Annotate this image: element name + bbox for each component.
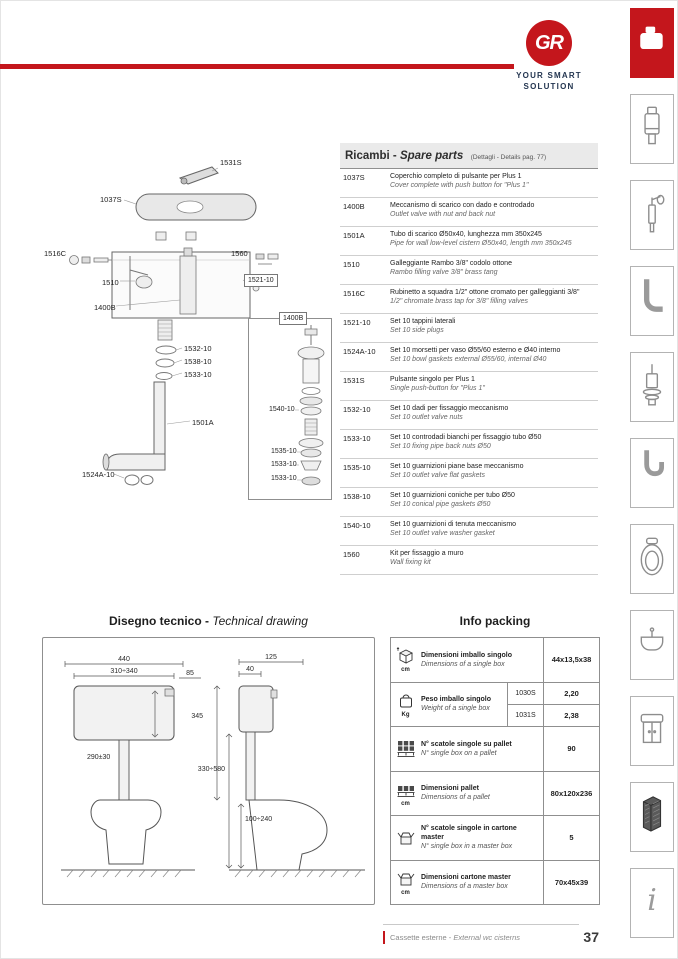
spare-parts-panel bbox=[340, 143, 598, 575]
packing-subrow bbox=[507, 705, 599, 726]
label-english: Dimensions of a pallet bbox=[421, 794, 490, 802]
packing-value: 44x13,5x38 bbox=[543, 638, 599, 682]
packing-subtable bbox=[507, 683, 599, 727]
pallet-boxes-icon bbox=[391, 727, 418, 771]
flush-valve-icon bbox=[637, 103, 667, 155]
spare-part-row bbox=[340, 285, 598, 314]
spare-part-row bbox=[340, 546, 598, 575]
unit-label: cm bbox=[401, 800, 410, 807]
spare-parts-title-en: Spare parts bbox=[399, 150, 464, 162]
description-english: Set 10 fixing pipe back nuts Ø50 bbox=[390, 443, 491, 451]
packing-value: 90 bbox=[543, 727, 599, 771]
part-label: 1524A-10 bbox=[82, 470, 115, 479]
outlet-valve-icon bbox=[637, 361, 667, 413]
packing-label bbox=[418, 638, 543, 682]
description-italian: Meccanismo di scarico con dado e controdado bbox=[390, 202, 535, 209]
packing-row bbox=[391, 727, 599, 772]
part-label: 1510 bbox=[102, 278, 119, 287]
spare-part-description bbox=[390, 520, 598, 539]
packing-value: 80x120x236 bbox=[543, 772, 599, 816]
part-label: 1531S bbox=[220, 158, 242, 167]
spare-part-code: 1516C bbox=[343, 289, 366, 298]
part-label: 1532-10 bbox=[184, 344, 212, 353]
sidebar-item-siphon[interactable] bbox=[630, 438, 674, 508]
label-italian: N° scatole singole su pallet bbox=[421, 740, 512, 748]
info-packing-table bbox=[390, 637, 600, 905]
description-english: Single push-button for "Plus 1" bbox=[390, 385, 485, 393]
sidebar-item-outlet-valve[interactable] bbox=[630, 352, 674, 422]
spare-part-row bbox=[340, 488, 598, 517]
description-italian: Set 10 controdadi bianchi per fissaggio tubo Ø50 bbox=[390, 434, 542, 441]
label-italian: Dimensioni cartone master bbox=[421, 874, 511, 882]
pallet-cm-icon bbox=[391, 772, 418, 816]
part-label: 1533-10 bbox=[271, 475, 297, 482]
description-english: Set 10 outlet valve nuts bbox=[390, 414, 463, 422]
description-english: Set 10 outlet valve washer gasket bbox=[390, 530, 495, 538]
weight-kg-icon bbox=[391, 683, 418, 727]
spare-part-row bbox=[340, 430, 598, 459]
spare-part-code: 1540-10 bbox=[343, 521, 371, 530]
master-box-icon bbox=[391, 816, 418, 860]
spare-part-code: 1531S bbox=[343, 376, 365, 385]
spare-part-code: 1538-10 bbox=[343, 492, 371, 501]
part-label: 1501A bbox=[192, 418, 214, 427]
packing-row bbox=[391, 683, 599, 728]
packing-value: 2,38 bbox=[543, 705, 599, 726]
spare-part-row bbox=[340, 314, 598, 343]
label-italian: N° scatole singole in cartone master bbox=[421, 825, 517, 842]
spare-part-description bbox=[390, 259, 598, 278]
description-italian: Set 10 tappini laterali bbox=[390, 318, 456, 325]
label-italian: Peso imballo singolo bbox=[421, 696, 492, 704]
registered-mark: ® bbox=[569, 22, 574, 29]
spare-part-description bbox=[390, 172, 598, 191]
spare-part-code: 1400B bbox=[343, 202, 365, 211]
packing-value: 5 bbox=[543, 816, 599, 860]
spare-parts-title bbox=[345, 150, 463, 162]
svg-text:125: 125 bbox=[265, 654, 277, 661]
description-italian: Set 10 guarnizioni piane base meccanismo bbox=[390, 463, 524, 470]
model-code: 1031S bbox=[507, 705, 543, 726]
packing-label bbox=[418, 772, 543, 816]
spare-part-code: 1501A bbox=[343, 231, 365, 240]
spare-part-description bbox=[390, 288, 598, 307]
technical-drawing-title-en: Technical drawing bbox=[212, 614, 308, 628]
description-english: Set 10 conical pipe gaskets Ø50 bbox=[390, 501, 491, 509]
svg-text:290±30: 290±30 bbox=[87, 754, 111, 761]
spare-part-row bbox=[340, 227, 598, 256]
part-label: 1535-10 bbox=[271, 448, 297, 455]
sidebar-item-bathroom-cabinet[interactable] bbox=[630, 696, 674, 766]
unit-label: Kg bbox=[401, 711, 410, 718]
description-italian: Pulsante singolo per Plus 1 bbox=[390, 376, 475, 383]
spare-part-row bbox=[340, 343, 598, 372]
filling-valve-icon bbox=[637, 189, 667, 241]
part-label: 1540-10 bbox=[269, 406, 295, 413]
waste-container-icon bbox=[637, 791, 667, 843]
spare-part-description bbox=[390, 346, 598, 365]
sidebar-item-cistern[interactable] bbox=[630, 8, 674, 78]
exploded-diagram bbox=[40, 148, 336, 522]
spare-part-code: 1533-10 bbox=[343, 434, 371, 443]
spare-part-row bbox=[340, 459, 598, 488]
spare-part-description bbox=[390, 404, 598, 423]
description-italian: Kit per fissaggio a muro bbox=[390, 550, 464, 557]
sidebar-item-toilet-seat[interactable] bbox=[630, 524, 674, 594]
part-label: 1538-10 bbox=[184, 357, 212, 366]
sidebar-item-waste-container[interactable] bbox=[630, 782, 674, 852]
label-english: Weight of a single box bbox=[421, 705, 490, 713]
info-icon bbox=[637, 877, 667, 929]
label-italian: Dimensioni pallet bbox=[421, 785, 479, 793]
category-sidebar bbox=[625, 0, 678, 959]
svg-text:40: 40 bbox=[246, 666, 254, 673]
spare-part-row bbox=[340, 198, 598, 227]
single-box-cm-icon bbox=[391, 638, 418, 682]
spare-part-description bbox=[390, 230, 598, 249]
label-english: Dimensions of a master box bbox=[421, 883, 508, 891]
description-english: Wall fixing kit bbox=[390, 559, 431, 567]
spare-part-code: 1560 bbox=[343, 550, 360, 559]
unit-label: cm bbox=[401, 667, 410, 674]
label-english: Dimensions of a single box bbox=[421, 660, 505, 668]
description-english: Cover complete with push button for "Plus 1" bbox=[390, 182, 529, 190]
svg-text:100÷240: 100÷240 bbox=[245, 816, 273, 823]
spare-part-code: 1532-10 bbox=[343, 405, 371, 414]
packing-row bbox=[391, 861, 599, 905]
packing-value: 2,20 bbox=[543, 683, 599, 704]
valve-detail-inset bbox=[248, 315, 332, 500]
siphon-icon bbox=[637, 447, 667, 499]
brand-tagline bbox=[506, 71, 592, 93]
brand-logo-text: GR bbox=[535, 31, 563, 54]
technical-drawing-title-it: Disegno tecnico - bbox=[109, 614, 213, 628]
description-italian: Set 10 guarnizioni coniche per tubo Ø50 bbox=[390, 492, 515, 499]
brand-logo bbox=[506, 20, 592, 93]
svg-text:440: 440 bbox=[118, 656, 130, 663]
spare-parts-rows bbox=[340, 169, 598, 575]
spare-part-row bbox=[340, 372, 598, 401]
description-english: Pipe for wall low-level cistern Ø50x40, length mm 350x245 bbox=[390, 240, 572, 248]
spare-part-row bbox=[340, 169, 598, 198]
spare-part-description bbox=[390, 375, 598, 394]
sidebar-item-filling-valve[interactable] bbox=[630, 180, 674, 250]
unit-label: cm bbox=[401, 889, 410, 896]
spare-part-code: 1535-10 bbox=[343, 463, 371, 472]
footer-text-en: External wc cisterns bbox=[453, 932, 521, 942]
part-label: 1400B bbox=[94, 303, 116, 312]
packing-row bbox=[391, 772, 599, 817]
packing-label bbox=[418, 683, 507, 727]
description-italian: Coperchio completo di pulsante per Plus 1 bbox=[390, 173, 522, 180]
description-english: Set 10 side plugs bbox=[390, 327, 444, 335]
brand-tagline-line2: SOLUTION bbox=[523, 81, 575, 91]
part-label: 1521-10 bbox=[244, 274, 278, 287]
part-label: 1516C bbox=[44, 249, 67, 258]
description-english: Outlet valve with nut and back nut bbox=[390, 211, 496, 219]
description-italian: Set 10 dadi per fissaggio meccanismo bbox=[390, 405, 509, 412]
info-packing-title: Info packing bbox=[459, 614, 531, 628]
spare-part-description bbox=[390, 549, 598, 568]
brand-logo-circle bbox=[526, 20, 572, 66]
part-label: 1037S bbox=[100, 195, 122, 204]
spare-part-code: 1037S bbox=[343, 173, 365, 182]
svg-text:345: 345 bbox=[191, 713, 203, 720]
spare-part-code: 1510 bbox=[343, 260, 360, 269]
spare-parts-subtitle: (Dettagli - Details pag. 77) bbox=[470, 154, 547, 161]
technical-drawing bbox=[43, 638, 374, 904]
label-english: N° single box on a pallet bbox=[421, 749, 497, 757]
spare-part-description bbox=[390, 491, 598, 510]
part-label: 1560 bbox=[231, 249, 248, 258]
packing-value: 70x45x39 bbox=[543, 861, 599, 905]
part-label: 1533-10 bbox=[184, 370, 212, 379]
part-label: 1533-10 bbox=[271, 461, 297, 468]
master-box-cm-icon bbox=[391, 861, 418, 905]
spare-part-description bbox=[390, 433, 598, 452]
page-number: 37 bbox=[583, 929, 599, 945]
svg-text:85: 85 bbox=[186, 670, 194, 677]
bathroom-cabinet-icon bbox=[637, 705, 667, 757]
spare-part-description bbox=[390, 317, 598, 336]
description-english: Rambo filling valve 3/8" brass tang bbox=[390, 269, 498, 277]
spare-part-description bbox=[390, 462, 598, 481]
brand-tagline-line1: YOUR SMART bbox=[516, 71, 582, 80]
description-italian: Galleggiante Rambo 3/8" codolo ottone bbox=[390, 260, 512, 267]
toilet-seat-icon bbox=[637, 533, 667, 585]
spare-part-row bbox=[340, 401, 598, 430]
spare-part-code: 1524A-10 bbox=[343, 347, 376, 356]
packing-subrow bbox=[507, 683, 599, 705]
description-italian: Set 10 guarnizioni di tenuta meccanismo bbox=[390, 521, 517, 528]
packing-label bbox=[418, 727, 543, 771]
cistern-icon bbox=[637, 17, 667, 69]
footer-text-it: Cassette esterne - bbox=[390, 932, 454, 942]
packing-label bbox=[418, 861, 543, 905]
spare-part-description bbox=[390, 201, 598, 220]
sidebar-item-pipe[interactable] bbox=[630, 266, 674, 336]
sidebar-item-sink[interactable] bbox=[630, 610, 674, 680]
header-accent-rule bbox=[0, 64, 514, 69]
label-english: N° single box in a master box bbox=[421, 843, 513, 851]
description-italian: Rubinetto a squadra 1/2" ottone cromato per galleggianti 3/8" bbox=[390, 289, 580, 296]
label-italian: Dimensioni imballo singolo bbox=[421, 651, 513, 659]
description-english: Set 10 bowl gaskets external Ø55/60, internal Ø40 bbox=[390, 356, 547, 364]
description-italian: Set 10 morsetti per vaso Ø55/60 esterno e Ø40 interno bbox=[390, 347, 561, 354]
description-english: 1/2" chromate brass tap for 3/8" filling valves bbox=[390, 298, 529, 306]
model-code: 1030S bbox=[507, 683, 543, 704]
packing-row bbox=[391, 638, 599, 683]
footer-section-title bbox=[390, 933, 520, 942]
footer-rule bbox=[383, 924, 579, 925]
pipe-icon bbox=[637, 275, 667, 327]
description-italian: Tubo di scarico Ø50x40, lunghezza mm 350x245 bbox=[390, 231, 542, 238]
packing-label bbox=[418, 816, 543, 860]
technical-drawing-title bbox=[42, 614, 375, 628]
page-footer bbox=[383, 924, 599, 945]
svg-text:310÷340: 310÷340 bbox=[110, 668, 138, 675]
description-english: Set 10 outlet valve flat gaskets bbox=[390, 472, 485, 480]
spare-part-row bbox=[340, 256, 598, 285]
technical-drawing-panel bbox=[42, 637, 375, 905]
part-label: 1400B bbox=[279, 312, 307, 325]
svg-text:i: i bbox=[646, 883, 657, 919]
footer-accent-bar bbox=[383, 931, 385, 944]
sink-icon bbox=[637, 619, 667, 671]
spare-part-row bbox=[340, 517, 598, 546]
svg-text:330÷580: 330÷580 bbox=[197, 766, 225, 773]
sidebar-item-info[interactable] bbox=[630, 868, 674, 938]
sidebar-item-flush-valve[interactable] bbox=[630, 94, 674, 164]
packing-row bbox=[391, 816, 599, 861]
spare-parts-title-it: Ricambi - bbox=[345, 150, 400, 162]
spare-part-code: 1521-10 bbox=[343, 318, 371, 327]
spare-parts-header bbox=[340, 143, 598, 169]
